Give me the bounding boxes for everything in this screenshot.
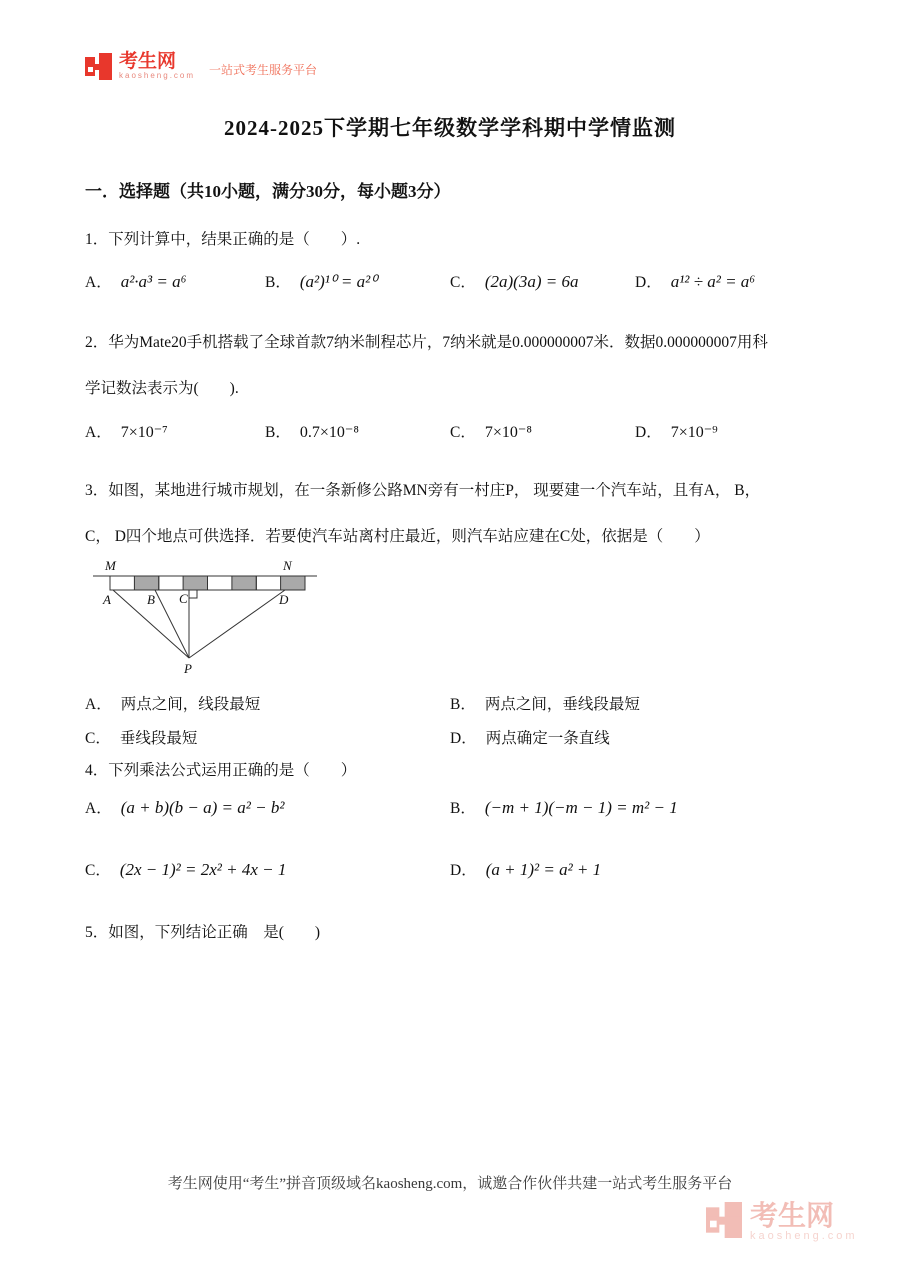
watermark-brand-text: 考生网 [750,1200,835,1231]
question-2-options [85,420,845,454]
figure-label-n: N [283,558,292,573]
watermark-text-block [750,1202,858,1242]
q4-option-d [450,858,601,880]
q2-option-c [450,420,532,442]
option-label: C． [85,730,111,747]
option-label: D． [635,274,662,291]
option-label: C． [450,274,476,291]
option-label: B． [450,800,476,817]
option-formula: (2x − 1)² = 2x² + 4x − 1 [119,860,287,879]
option-label: A． [85,696,112,713]
option-label: D． [635,424,662,441]
q1-option-c [450,270,578,292]
option-label: A． [85,424,112,441]
option-text: 两点之间，线段最短 [120,696,261,713]
question-3-figure [85,556,325,678]
question-1-options [85,270,845,304]
option-formula: (a + 1)² = a² + 1 [485,860,602,879]
kaosheng-logo-icon [85,53,112,80]
option-text: 两点确定一条直线 [485,730,610,747]
q1-option-b [265,270,377,292]
option-formula: (a²)¹⁰ = a²⁰ [299,272,378,291]
question-2-text-line2: 学记数法表示为( ). [85,380,239,397]
option-formula: 7×10⁻⁷ [120,424,168,441]
q1-option-a [85,270,187,292]
figure-label-c: C [179,591,188,606]
kaosheng-watermark-icon [706,1202,742,1238]
option-label: B． [450,696,476,713]
option-text: 垂线段最短 [119,730,198,747]
logo-tagline: 一站式考生服务平台 [209,62,318,77]
option-label: C． [450,424,476,441]
option-formula: a¹² ÷ a² = a⁶ [670,272,756,291]
option-label: C． [85,862,111,879]
option-label: A． [85,800,112,817]
figure-label-m: M [105,558,116,573]
q3-option-b [450,692,640,714]
option-formula: (−m + 1)(−m − 1) = m² − 1 [484,798,678,817]
option-label: B． [265,274,291,291]
option-label: A． [85,274,112,291]
option-formula: (2a)(3a) = 6a [484,272,579,291]
figure-label-b: B [147,592,155,607]
footer-text: 考生网使用“考生”拼音顶级域名kaosheng.com，诚邀合作伙伴共建一站式考生服务平台 [167,1176,733,1192]
option-formula: (a + b)(b − a) = a² − b² [120,798,285,817]
question-3-text-line2: C， D四个地点可供选择．若要使汽车站离村庄最近，则汽车站应建在C处，依据是（ ） [85,528,710,545]
option-formula: a²·a³ = a⁶ [120,272,187,291]
kaosheng-logo [85,52,317,80]
q3-option-a [85,692,260,714]
q4-option-c [85,858,286,880]
logo-brand-text: 考生网 [119,51,177,72]
logo-domain-text: kaosheng.com [119,71,196,80]
question-1-text: 1．下列计算中，结果正确的是（ ）. [85,231,361,248]
q4-option-a [85,796,284,818]
option-label: D． [450,862,477,879]
kaosheng-watermark [706,1202,858,1242]
question-4-text: 4．下列乘法公式运用正确的是（ ） [85,762,357,779]
option-label: D． [450,730,477,747]
question-4-options-row2 [85,858,845,892]
section-heading: 一．选择题（共10小题，满分30分，每小题3分） [85,182,451,201]
q2-option-a [85,420,168,442]
option-formula: 7×10⁻⁸ [484,424,532,441]
q2-option-d [635,420,718,442]
question-3-options-row1 [85,692,845,726]
logo-text-block [119,52,195,80]
question-5-text: 5．如图，下列结论正确 是( ) [85,924,321,941]
question-4-options-row1 [85,796,845,830]
q3-option-d [450,726,610,748]
page-title: 2024-2025下学期七年级数学学科期中学情监测 [224,116,676,140]
figure-label-a: A [103,592,111,607]
q2-option-b [265,420,359,442]
option-label: B． [265,424,291,441]
q4-option-b [450,796,678,818]
q3-option-c [85,726,197,748]
option-text: 两点之间，垂线段最短 [484,696,640,713]
option-formula: 7×10⁻⁹ [670,424,718,441]
question-2-text-line1: 2．华为Mate20手机搭载了全球首款7纳米制程芯片，7纳米就是0.000000007米．数据0.000000007用科 [85,334,768,351]
question-3-text-line1: 3．如图，某地进行城市规划，在一条新修公路MN旁有一村庄P， 现要建一个汽车站，且有A， B， [85,482,761,499]
q1-option-d [635,270,755,292]
question-3-options-row2 [85,726,845,760]
figure-label-d: D [279,592,289,607]
figure-label-p: P [184,661,192,676]
option-formula: 0.7×10⁻⁸ [299,424,359,441]
watermark-domain-text: kaosheng.com [750,1230,858,1242]
